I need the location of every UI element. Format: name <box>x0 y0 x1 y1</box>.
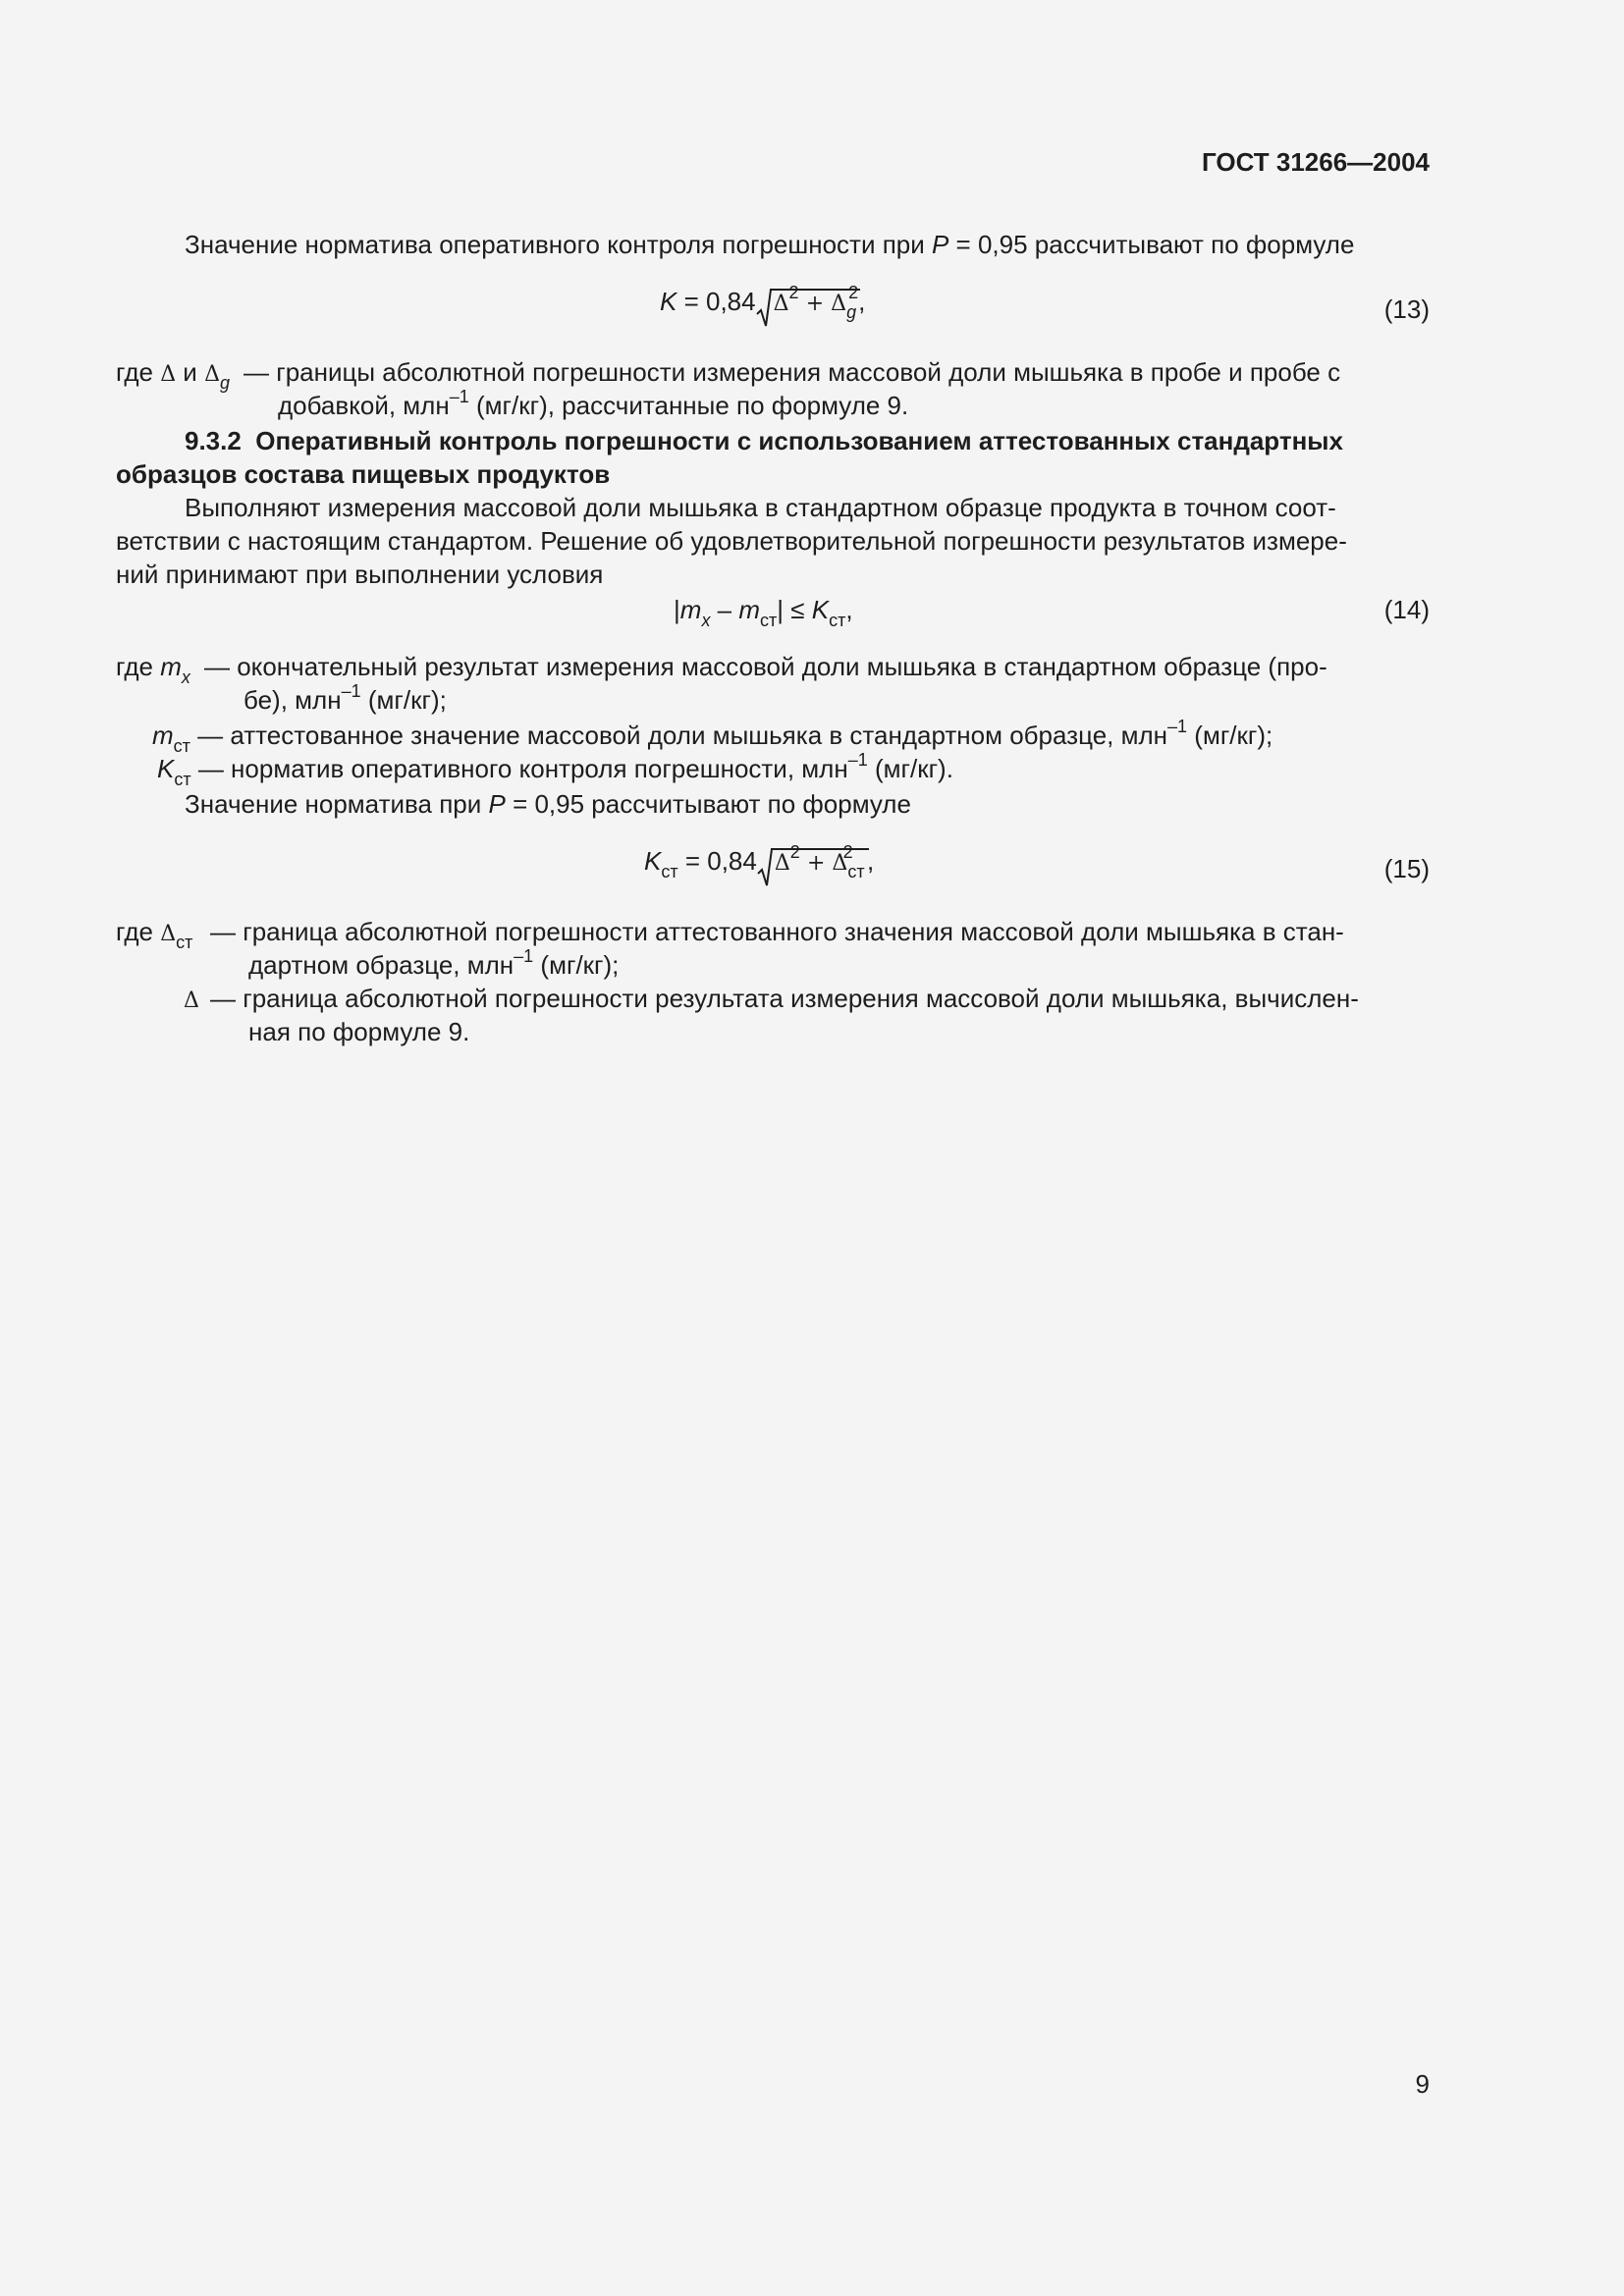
where-14-mx-line1: — окончательный результат измерения массовой доли мышьяка в стандартном образце (про- <box>204 652 1327 681</box>
where-14-kst-text: — норматив оперативного контроля погрешности, млн <box>197 754 848 783</box>
where-14-kst-end: (мг/кг). <box>874 754 953 783</box>
section-title-line2: образцов состава пищевых продуктов <box>116 459 611 489</box>
paragraph-measure-line2: ветствии с настоящим стандартом. Решение об удовлетворительной погрешности результатов измере- <box>116 526 1347 556</box>
paragraph-measure-line3: ний принимают при выполнении условия <box>116 560 604 589</box>
section-number: 9.3.2 <box>185 426 242 455</box>
document-header: ГОСТ 31266—2004 <box>1202 147 1430 177</box>
section-heading-932 <box>185 424 1343 457</box>
paragraph-norm-intro <box>185 228 1354 261</box>
where-14-mst-text: — аттестованное значение массовой доли мышьяка в стандартном образце, млн <box>197 721 1168 750</box>
equation-number-13: (13) <box>1383 294 1430 324</box>
where-14-mx-label: где $m_x$ <box>116 652 190 687</box>
where-15-d-label: Δ <box>184 988 199 1013</box>
where-prefix: где <box>116 917 153 946</box>
sqrt-icon <box>756 289 772 328</box>
where-13-line2: добавкой, млн$^{-1}$ (мг/кг), рассчитанные по формуле 9. <box>278 387 909 420</box>
where-15-d-line1: — граница абсолютной погрешности результата измерения массовой доли мышьяка, вычислен- <box>210 984 1359 1013</box>
paragraph-norm-p: Значение норматива при P = 0,95 рассчитывают по формуле <box>185 789 911 819</box>
where-13-line2-end: (мг/кг), рассчитанные по формуле 9. <box>475 391 909 420</box>
formula-15: $K_{ст} = 0,84$ $\Delta^2 + \Delta_{ст}^2$ , <box>644 846 874 877</box>
formula-coefficient: = 0,84 <box>684 846 757 876</box>
equation-number-15: (15) <box>1383 854 1430 883</box>
where-15-dst-line2: дартном образце, млн$^{-1}$ (мг/кг); <box>248 946 620 980</box>
where-14-mst-end: (мг/кг); <box>1194 721 1273 750</box>
sqrt-sign: $\Delta^2 + \Delta_g^2$ <box>756 287 859 317</box>
where-14-mx-line2: бе), млн$^{-1}$ (мг/кг); <box>244 681 447 715</box>
formula-13: K = 0,84 $\Delta^2 + \Delta_g^2$, <box>660 287 865 317</box>
formula-variable-k: K <box>660 287 677 316</box>
where-14-mx-line2-end: (мг/кг); <box>367 685 447 715</box>
where-prefix: где <box>116 652 153 681</box>
formula-14: $|m_x - m_{ст}| \le K_{ст}$, <box>674 595 853 630</box>
where-prefix: где <box>116 357 153 387</box>
section-title-line1: Оперативный контроль погрешности с использованием аттестованных стандартных <box>255 426 1343 455</box>
where-15-d-line2: ная по формуле 9. <box>248 1017 470 1046</box>
equation-number-14: (14) <box>1383 595 1430 624</box>
where-14-kst: $K_{ст}$ — норматив оперативного контроля погрешности, млн$^{-1}$ (мг/кг). <box>157 750 953 789</box>
where-13-line2-text: добавкой, млн <box>278 391 450 420</box>
where-15-dst-line2-text: дартном образце, млн <box>248 950 514 980</box>
where-13-line1: — границы абсолютной погрешности измерения массовой доли мышьяка в пробе и пробе с <box>244 357 1341 387</box>
paragraph-measure-line1: Выполняют измерения массовой доли мышьяка в стандартном образце продукта в точном соот- <box>185 493 1336 522</box>
where-block-13: где Δ и $\Delta_g$ <box>116 357 230 393</box>
where-15-dst-line1: — граница абсолютной погрешности аттестованного значения массовой доли мышьяка в стан- <box>210 917 1344 946</box>
page-number: 9 <box>1415 2069 1430 2099</box>
sqrt-sign: $\Delta^2 + \Delta_{ст}^2$ <box>757 846 867 877</box>
where-14-mx-line2-text: бе), млн <box>244 685 342 715</box>
formula-coefficient: = 0,84 <box>683 287 756 316</box>
sqrt-icon <box>757 848 773 887</box>
where-14-mst: $m_{ст}$ — аттестованное значение массовой доли мышьяка в стандартном образце, млн$^{-1}$ (мг/кг); <box>152 717 1273 756</box>
where-15-dst-label: где $\Delta_{ст}$ <box>116 917 193 952</box>
paragraph-text: Значение норматива оперативного контроля погрешности при P = 0,95 рассчитывают по формуле <box>185 230 1355 259</box>
where-15-dst-line2-end: (мг/кг); <box>540 950 620 980</box>
